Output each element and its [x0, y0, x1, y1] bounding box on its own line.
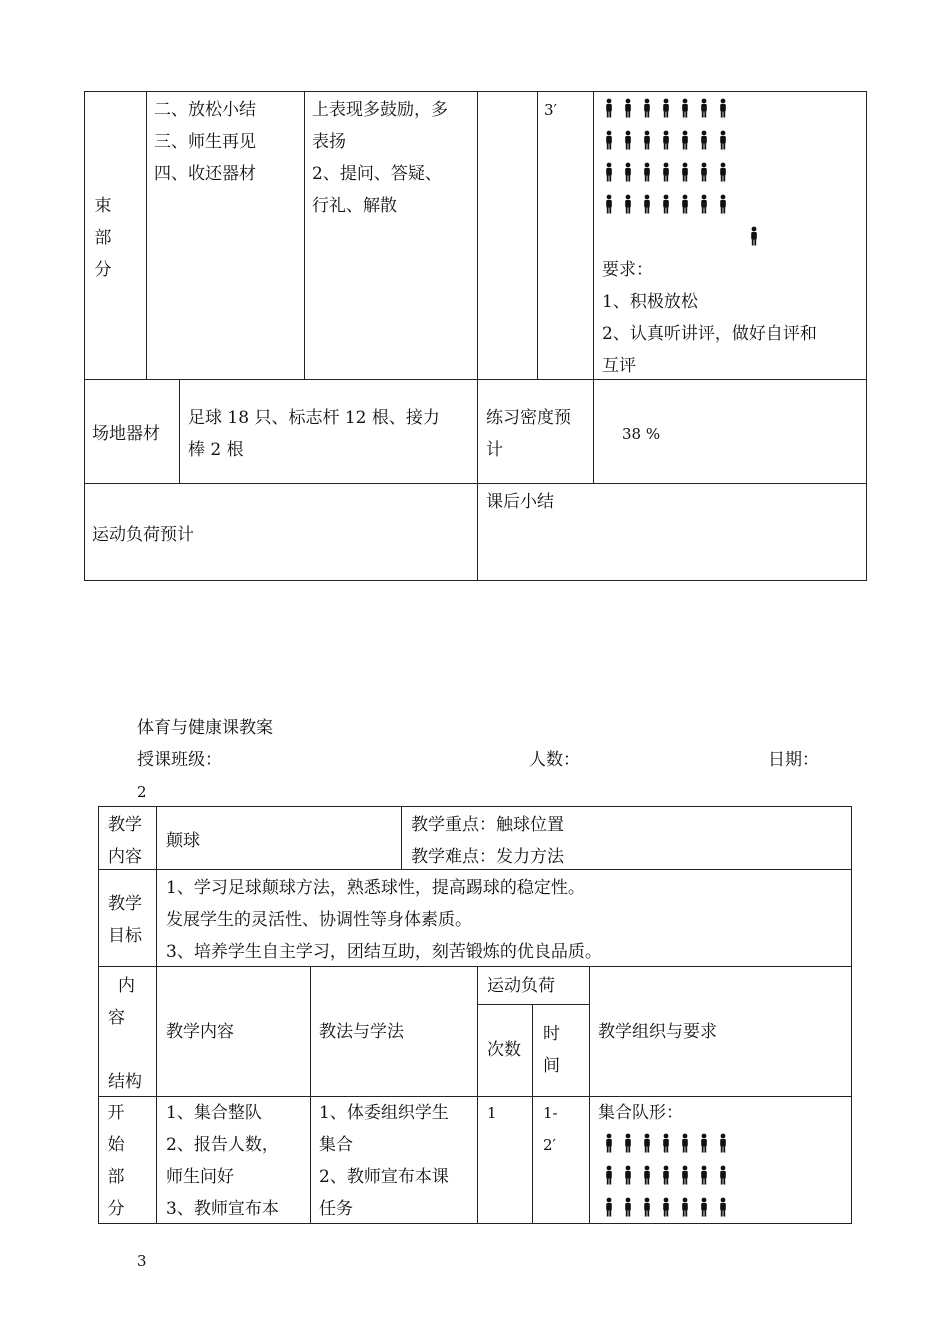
goals-list: 1、学习足球颠球方法，熟悉球性，提高踢球的稳定性。 发展学生的灵活性、协调性等身体素质。 3、培养学生自主学习，团结互助，刻苦锻炼的优良品质。	[166, 878, 602, 962]
end-time: 3′	[544, 101, 557, 119]
end-method-list: 上表现多鼓励，多 表扬 2、提问、答疑、 行礼、解散	[312, 100, 448, 216]
student-icon	[718, 98, 728, 123]
student-icon	[661, 1197, 671, 1222]
density-value: 38 %	[622, 425, 661, 443]
student-icon	[699, 1165, 709, 1190]
student-icon	[642, 1165, 652, 1190]
student-icon	[699, 130, 709, 155]
student-icon	[642, 194, 652, 219]
formation-row	[604, 158, 759, 190]
student-icon	[604, 162, 614, 187]
student-icon	[642, 1133, 652, 1158]
header-org: 教学组织与要求	[598, 1022, 717, 1042]
student-icon	[661, 130, 671, 155]
teacher-row	[604, 222, 759, 254]
student-icon	[680, 162, 690, 187]
student-icon	[718, 1165, 728, 1190]
student-icon	[623, 1197, 633, 1222]
student-icon	[680, 1197, 690, 1222]
student-icon	[680, 130, 690, 155]
header-content: 教学内容	[166, 1022, 234, 1042]
student-icon	[642, 162, 652, 187]
student-icon	[661, 194, 671, 219]
summary-label: 课后小结	[486, 492, 554, 512]
key-points: 教学重点：触球位置 教学难点：发力方法	[411, 815, 564, 867]
student-icon	[661, 1165, 671, 1190]
student-icon	[604, 1197, 614, 1222]
student-icon	[642, 1197, 652, 1222]
start-label: 开 始 部 分	[107, 1103, 125, 1219]
start-times: 1	[487, 1104, 497, 1122]
student-icon	[718, 162, 728, 187]
student-icon	[604, 1165, 614, 1190]
venue-value: 足球 18 只、标志杆 12 根、接力 棒 2 根	[188, 408, 440, 460]
count-label: 人数：	[529, 750, 580, 770]
header-times: 次数	[487, 1040, 521, 1060]
header-time: 时 间	[543, 1024, 560, 1076]
date-label: 日期：	[768, 750, 819, 770]
formation-row	[604, 1129, 728, 1161]
student-icon	[699, 194, 709, 219]
student-icon	[604, 130, 614, 155]
formation-row	[604, 1161, 728, 1193]
formation-diagram	[604, 94, 759, 254]
header-structure: 内 容 结构	[108, 976, 142, 1092]
lesson-title: 体育与健康课教案	[137, 718, 273, 738]
student-icon	[623, 130, 633, 155]
student-icon	[642, 98, 652, 123]
goal-label: 教学 目标	[108, 894, 142, 946]
student-icon	[680, 98, 690, 123]
student-icon	[718, 194, 728, 219]
student-icon	[718, 1197, 728, 1222]
student-icon	[623, 194, 633, 219]
load-label: 运动负荷预计	[92, 525, 194, 545]
section-label: 束 部 分	[94, 196, 112, 280]
content-value: 颠球	[166, 831, 200, 851]
student-icon	[699, 162, 709, 187]
formation-row	[604, 190, 759, 222]
student-icon	[680, 1165, 690, 1190]
student-icon	[604, 194, 614, 219]
student-icon	[699, 1133, 709, 1158]
end-content-list: 二、放松小结 三、师生再见 四、收还器材	[154, 100, 256, 184]
student-icon	[661, 98, 671, 123]
student-icon	[642, 130, 652, 155]
start-content: 1、集合整队 2、报告人数， 师生问好 3、教师宣布本	[166, 1103, 279, 1219]
student-icon	[604, 98, 614, 123]
student-icon	[661, 162, 671, 187]
formation-row	[604, 1193, 728, 1225]
student-icon	[661, 1133, 671, 1158]
student-icon	[699, 1197, 709, 1222]
student-icon	[623, 1133, 633, 1158]
start-time: 1- 2′	[543, 1104, 558, 1154]
student-icon	[718, 130, 728, 155]
student-icon	[623, 98, 633, 123]
header-load: 运动负荷	[487, 976, 555, 996]
student-icon	[623, 162, 633, 187]
class-label: 授课班级：	[137, 750, 222, 770]
student-icon	[718, 1133, 728, 1158]
formation-row	[604, 94, 759, 126]
student-icon	[604, 1133, 614, 1158]
start-formation-diagram	[604, 1129, 728, 1225]
student-icon	[680, 1133, 690, 1158]
venue-label: 场地器材	[92, 424, 160, 444]
student-icon	[699, 98, 709, 123]
end-requirements: 要求： 1、积极放松 2、认真听讲评，做好自评和 互评	[602, 260, 817, 376]
header-method: 教法与学法	[319, 1022, 404, 1042]
page-number-top: 2	[137, 783, 147, 801]
start-method: 1、体委组织学生 集合 2、教师宣布本课 任务	[319, 1103, 449, 1219]
content-label: 教学 内容	[108, 815, 142, 867]
density-label: 练习密度预 计	[486, 408, 571, 460]
page-number-bottom: 3	[137, 1252, 147, 1270]
teacher-icon	[749, 226, 759, 251]
student-icon	[680, 194, 690, 219]
formation-row	[604, 126, 759, 158]
student-icon	[623, 1165, 633, 1190]
start-org-title: 集合队形：	[598, 1103, 683, 1123]
